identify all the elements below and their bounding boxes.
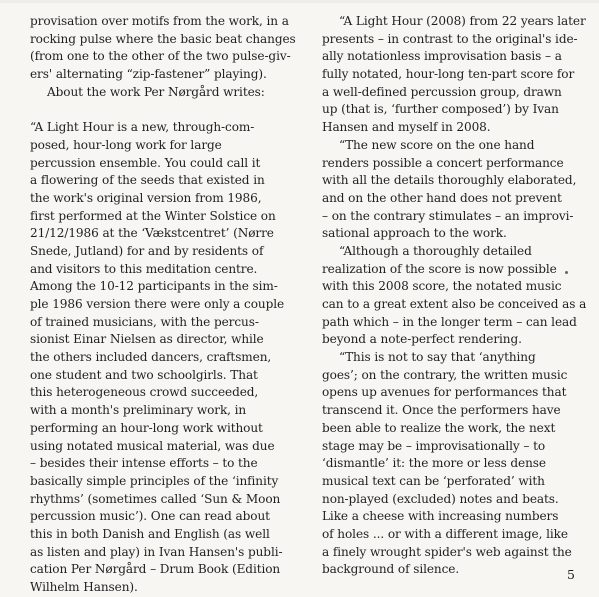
text-line: (from one to the other of the two pulse-giv- xyxy=(30,49,291,64)
text-line: a finely wrought spider's web against the xyxy=(322,544,572,559)
text-line: one student and two schoolgirls. That xyxy=(30,367,258,382)
top-edge xyxy=(0,0,599,3)
text-line: cation Per Nørgård – Drum Book (Edition xyxy=(30,562,281,577)
text-line: provisation over motifs from the work, in a xyxy=(30,14,289,28)
text-line: Hansen and myself in 2008. xyxy=(322,120,491,135)
text-line: fully notated, hour-long ten-part score for xyxy=(322,67,575,82)
text-line: non-played (excluded) notes and beats. xyxy=(322,491,559,506)
text-line: ally notationless improvisation basis – a xyxy=(322,49,562,64)
text-line: realization of the score is now possible xyxy=(322,261,557,276)
text-line: rocking pulse where the basic beat changes xyxy=(30,31,296,46)
left-text-column xyxy=(30,13,296,597)
text-line: and on the other hand does not prevent xyxy=(322,190,562,205)
text-line: path which – in the longer term – can lead xyxy=(322,314,577,329)
text-line: beyond a note-perfect rendering. xyxy=(322,332,522,347)
text-line: with this 2008 score, the notated music xyxy=(322,279,562,294)
text-line: 21/12/1986 at the ‘Vækstcentret’ (Nørre xyxy=(30,226,274,241)
text-line: using notated musical material, was due xyxy=(30,438,275,453)
text-line: “A Light Hour (2008) from 22 years later xyxy=(339,14,586,28)
text-line: “A Light Hour is a new, through-com- xyxy=(30,120,255,135)
text-line: background of silence. xyxy=(322,562,460,577)
text-line: as listen and play) in Ivan Hansen's publi- xyxy=(30,544,283,559)
text-line: ‘dismantle’ it: the more or less dense xyxy=(322,456,546,471)
text-line: of trained musicians, with the percus- xyxy=(30,314,259,329)
text-line: the work's original version from 1986, xyxy=(30,190,262,205)
text-line: can to a great extent also be conceived as a xyxy=(322,297,587,311)
text-line: opens up avenues for performances that xyxy=(322,385,567,400)
text-line: performing an hour-long work without xyxy=(30,420,263,435)
text-line: transcend it. Once the performers have xyxy=(322,403,561,418)
text-line: percussion music’). One can read about xyxy=(30,509,270,524)
text-line: first performed at the Winter Solstice on xyxy=(30,208,276,223)
text-line: goes’; on the contrary, the written music xyxy=(322,367,568,382)
text-line: been able to realize the work, the next xyxy=(322,420,556,435)
text-line: a well-defined percussion group, drawn xyxy=(322,84,562,99)
text-line: ple 1986 version there were only a couple xyxy=(30,297,285,311)
text-line: renders possible a concert performance xyxy=(322,155,564,170)
right-text-column xyxy=(322,13,587,579)
text-line: and visitors to this meditation centre. xyxy=(30,261,258,276)
text-line: posed, hour-long work for large xyxy=(30,137,222,152)
text-line: Among the 10-12 participants in the sim- xyxy=(30,279,278,294)
text-line: a flowering of the seeds that existed in xyxy=(30,173,265,188)
text-line: “This is not to say that ‘anything xyxy=(339,350,536,365)
text-line: ers' alternating “zip-fastener” playing). xyxy=(30,67,267,82)
text-line: with all the details thoroughly elaborated, xyxy=(322,173,577,188)
text-line: up (that is, ‘further composed’) by Ivan xyxy=(322,102,559,117)
page-number: 5 xyxy=(567,567,575,582)
text-line: basically simple principles of the ‘infinity xyxy=(30,473,279,488)
text-line: “Although a thoroughly detailed xyxy=(339,243,532,258)
text-line: Wilhelm Hansen). xyxy=(30,580,138,594)
text-line: percussion ensemble. You could call it xyxy=(30,155,261,170)
text-line: sational approach to the work. xyxy=(322,226,507,241)
text-line: rhythms’ (sometimes called ‘Sun & Moon xyxy=(30,491,281,506)
text-line: this heterogeneous crowd succeeded, xyxy=(30,385,259,400)
text-line: sionist Einar Nielsen as director, while xyxy=(30,332,264,347)
text-line: of holes ... or with a different image, like xyxy=(322,526,568,541)
text-line: stage may be – improvisationally – to xyxy=(322,438,546,453)
text-line xyxy=(30,101,296,119)
text-line: Snede, Jutland) for and by residents of xyxy=(30,243,264,258)
print-speck xyxy=(565,271,568,274)
text-line: Like a cheese with increasing numbers xyxy=(322,509,559,524)
text-line: About the work Per Nørgård writes: xyxy=(47,84,265,99)
text-line: the others included dancers, craftsmen, xyxy=(30,350,272,365)
text-line: this in both Danish and English (as well xyxy=(30,526,270,541)
text-line: – on the contrary stimulates – an improvi- xyxy=(322,208,574,223)
text-line: “The new score on the one hand xyxy=(339,137,535,152)
text-line: – besides their intense efforts – to the xyxy=(30,456,258,471)
text-line: with a month's preliminary work, in xyxy=(30,403,247,418)
text-line: presents – in contrast to the original's ide- xyxy=(322,31,578,46)
text-line: musical text can be ‘perforated’ with xyxy=(322,473,545,488)
